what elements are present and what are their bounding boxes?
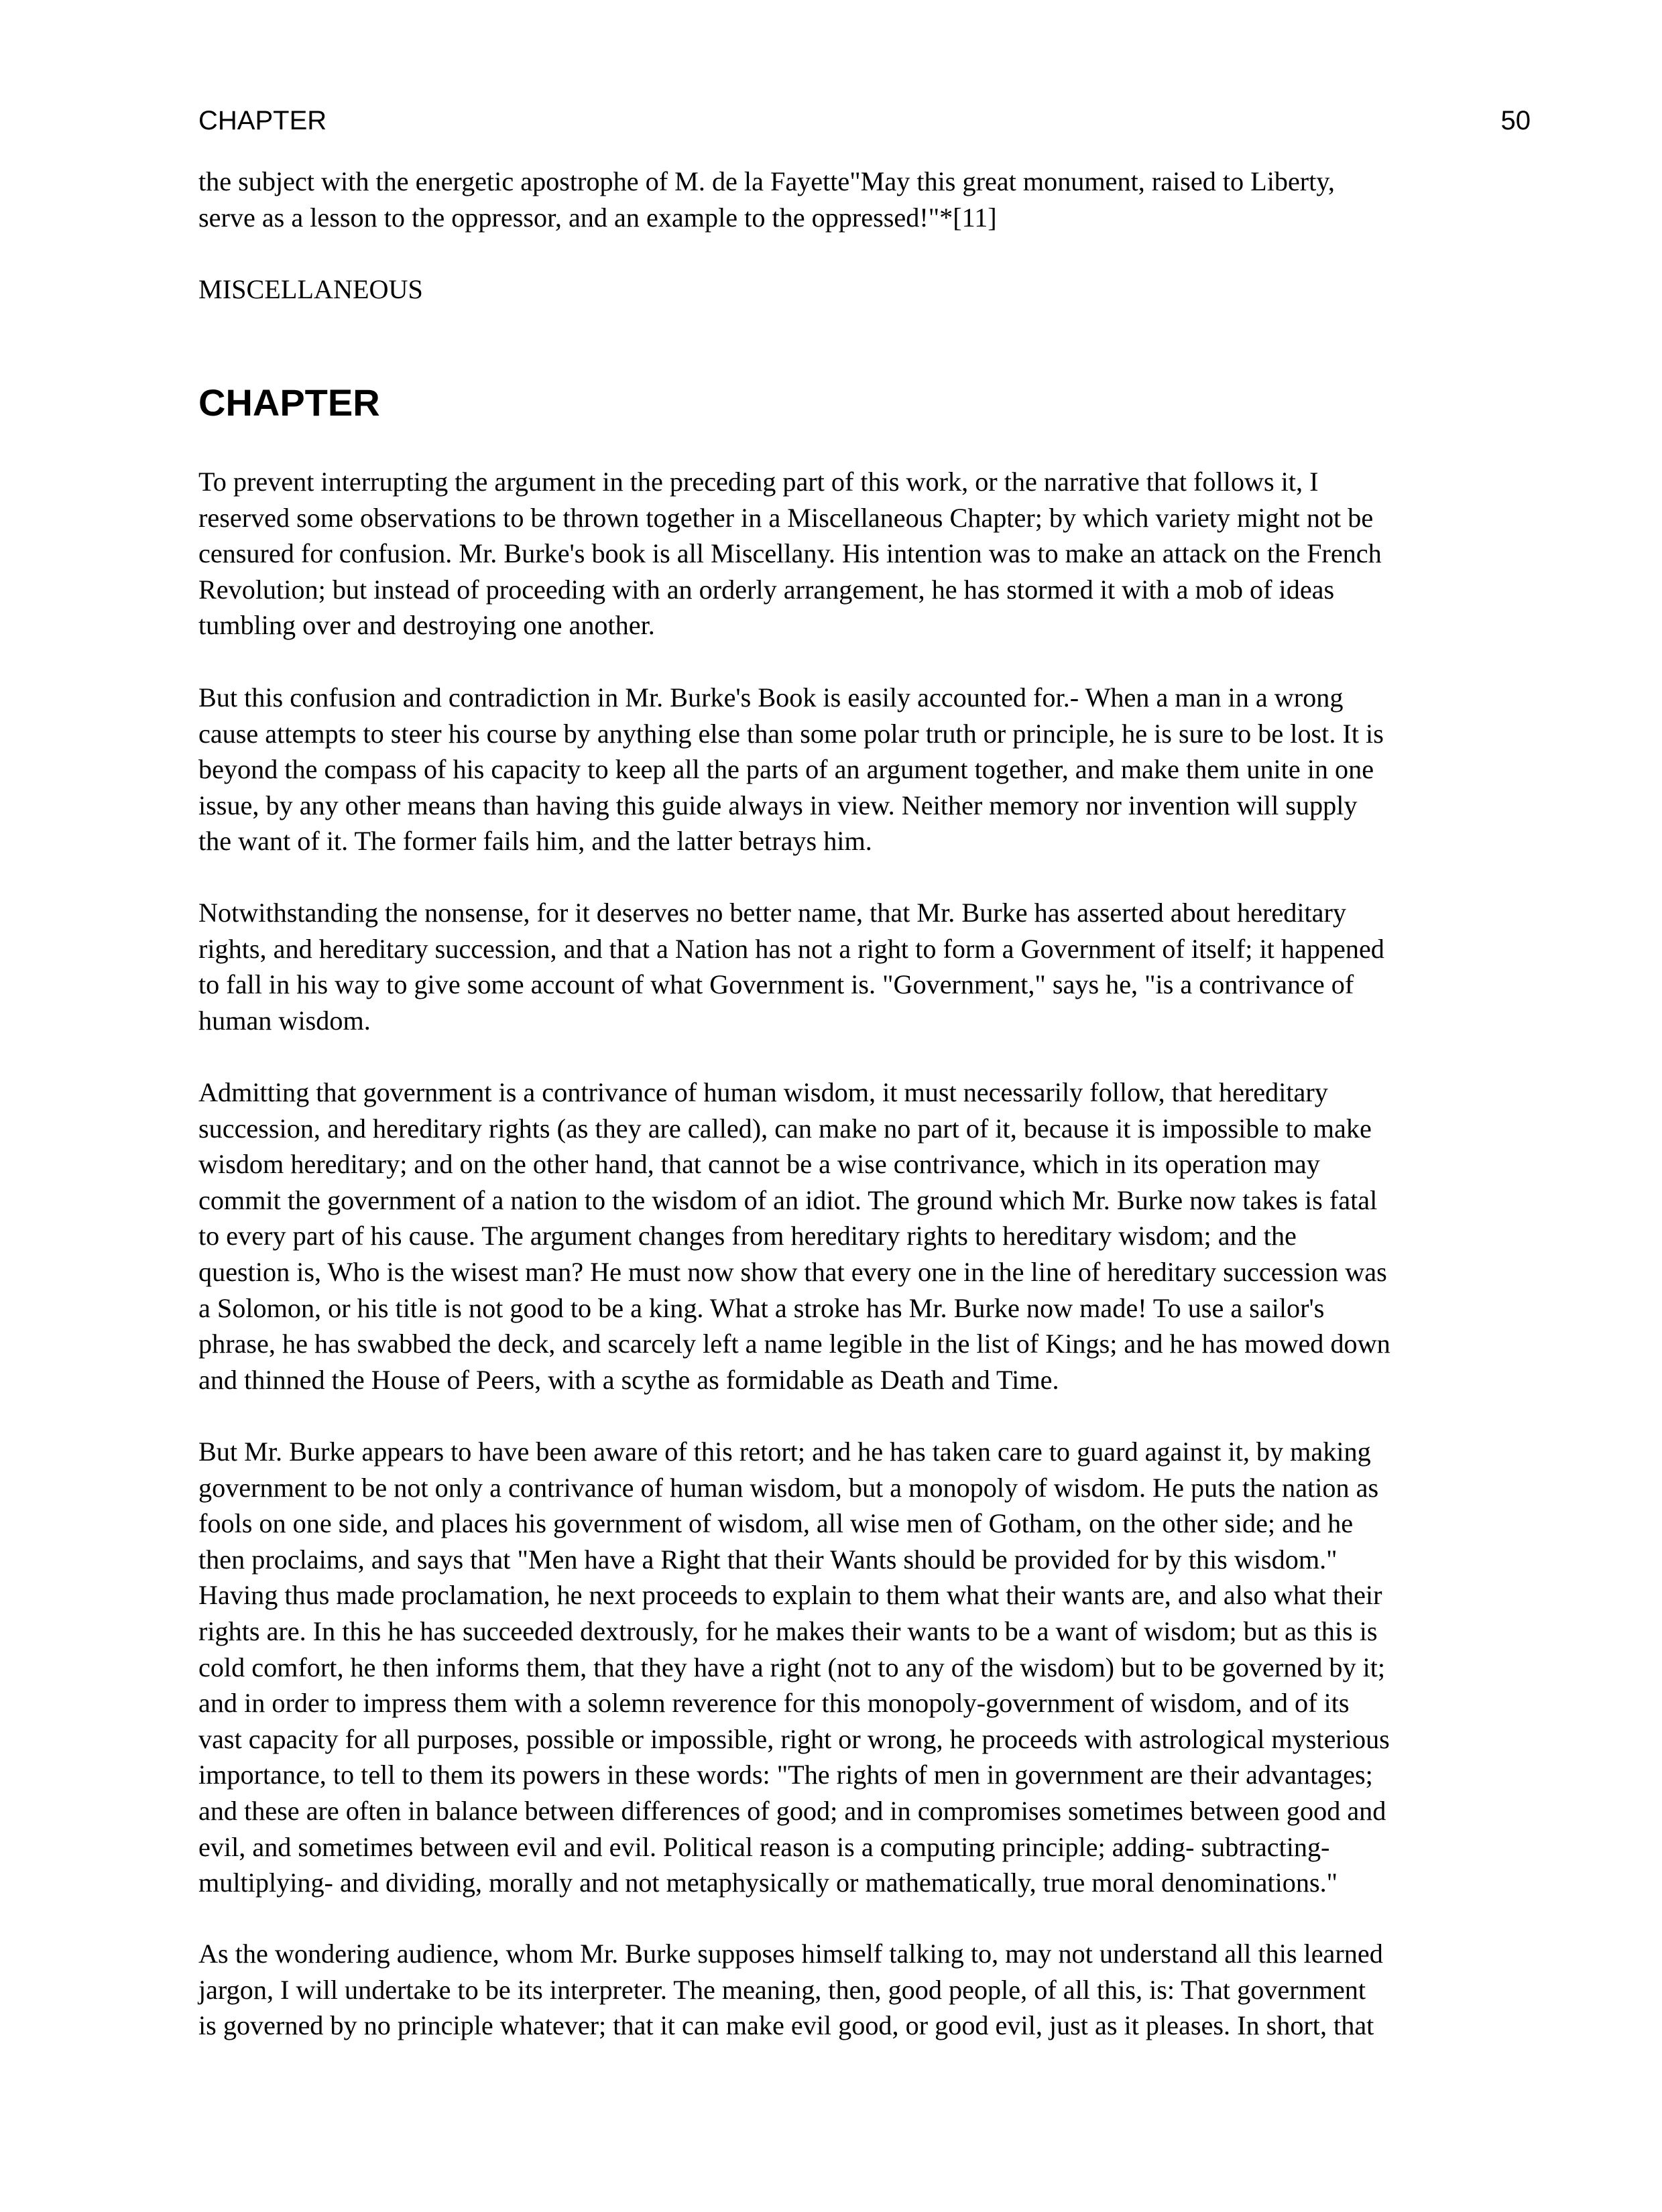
running-header bbox=[198, 101, 1531, 141]
text-line: cold comfort, he then informs them, that they have a right (not to any of the wisdom) but to be governed by it; bbox=[198, 1652, 1386, 1682]
paragraph-1 bbox=[198, 464, 1534, 643]
text-line: Revolution; but instead of proceeding with an orderly arrangement, he has stormed it with a mob of ideas bbox=[198, 574, 1335, 605]
text-line: issue, by any other means than having this guide always in view. Neither memory nor invention will supply bbox=[198, 790, 1358, 820]
text-line: question is, Who is the wisest man? He must now show that every one in the line of hereditary succession was bbox=[198, 1256, 1387, 1287]
text-line: vast capacity for all purposes, possible or impossible, right or wrong, he proceeds with astrological mysterious bbox=[198, 1723, 1390, 1754]
chapter-heading: CHAPTER bbox=[198, 381, 380, 424]
text-line: evil, and sometimes between evil and evil. Political reason is a computing principle; adding- subtracting- bbox=[198, 1831, 1330, 1862]
text-line: Notwithstanding the nonsense, for it deserves no better name, that Mr. Burke has asserted about hereditary bbox=[198, 898, 1346, 928]
text-line: to fall in his way to give some account of what Government is. "Government," says he, "is a contrivance of bbox=[198, 969, 1354, 1000]
text-line: But this confusion and contradiction in Mr. Burke's Book is easily accounted for.- When a man in a wrong bbox=[198, 682, 1344, 713]
text-line: Having thus made proclamation, he next proceeds to explain to them what their wants are, and also what their bbox=[198, 1580, 1382, 1611]
text-line: fools on one side, and places his government of wisdom, all wise men of Gotham, on the other side; and he bbox=[198, 1508, 1354, 1539]
paragraph-6 bbox=[198, 1936, 1534, 2044]
header-title: CHAPTER bbox=[198, 106, 327, 135]
text-line: rights are. In this he has succeeded dextrously, for he makes their wants to be a want of wisdom; but as this is bbox=[198, 1615, 1378, 1646]
text-line: and in order to impress them with a solemn reverence for this monopoly-government of wisdom, and of its bbox=[198, 1688, 1350, 1719]
text-line: human wisdom. bbox=[198, 1005, 371, 1036]
text-line: beyond the compass of his capacity to keep all the parts of an argument together, and make them unite in one bbox=[198, 754, 1374, 785]
text-line: censured for confusion. Mr. Burke's book is all Miscellany. His intention was to make an attack on the French bbox=[198, 538, 1382, 569]
text-line: tumbling over and destroying one another. bbox=[198, 610, 655, 641]
text-line: is governed by no principle whatever; that it can make evil good, or good evil, just as it pleases. In short, that bbox=[198, 2010, 1374, 2041]
text-line: cause attempts to steer his course by anything else than some polar truth or principle, he is sure to be lost. It is bbox=[198, 718, 1384, 749]
text-line: importance, to tell to them its powers in these words: "The rights of men in government are their advantages; bbox=[198, 1760, 1373, 1790]
text-line: the want of it. The former fails him, and the latter betrays him. bbox=[198, 826, 872, 857]
text-line: then proclaims, and says that "Men have a Right that their Wants should be provided for by this wisdom." bbox=[198, 1544, 1338, 1575]
text-line: Admitting that government is a contrivance of human wisdom, it must necessarily follow, that hereditary bbox=[198, 1077, 1328, 1107]
text-line: to every part of his cause. The argument changes from hereditary rights to hereditary wisdom; and the bbox=[198, 1221, 1297, 1251]
text-line: government to be not only a contrivance of human wisdom, but a monopoly of wisdom. He puts the nation as bbox=[198, 1472, 1379, 1503]
page-number: 50 bbox=[1500, 106, 1531, 135]
continuation-paragraph bbox=[198, 164, 1534, 235]
text-line: and these are often in balance between differences of good; and in compromises sometimes between good and bbox=[198, 1795, 1386, 1826]
text-line: multiplying- and dividing, morally and not metaphysically or mathematically, true moral denominations." bbox=[198, 1867, 1338, 1898]
paragraph-4 bbox=[198, 1074, 1534, 1398]
section-label: MISCELLANEOUS bbox=[198, 274, 423, 304]
text-line: To prevent interrupting the argument in the preceding part of this work, or the narrative that follows it, I bbox=[198, 467, 1319, 497]
text-line: jargon, I will undertake to be its interpreter. The meaning, then, good people, of all this, is: That government bbox=[198, 1974, 1366, 2005]
text-line: As the wondering audience, whom Mr. Burke supposes himself talking to, may not understand all this learned bbox=[198, 1939, 1383, 1969]
text-line: and thinned the House of Peers, with a scythe as formidable as Death and Time. bbox=[198, 1364, 1059, 1395]
text-line: rights, and hereditary succession, and that a Nation has not a right to form a Government of itself; it happened bbox=[198, 933, 1384, 964]
text-line: But Mr. Burke appears to have been aware of this retort; and he has taken care to guard against it, by making bbox=[198, 1436, 1371, 1467]
text-line: the subject with the energetic apostrophe of M. de la Fayette"May this great monument, raised to Liberty, bbox=[198, 166, 1335, 196]
text-line: wisdom hereditary; and on the other hand, that cannot be a wise contrivance, which in its operation may bbox=[198, 1149, 1320, 1180]
text-line: a Solomon, or his title is not good to be a king. What a stroke has Mr. Burke now made! To use a sailor's bbox=[198, 1292, 1325, 1323]
paragraph-2 bbox=[198, 680, 1534, 859]
text-line: commit the government of a nation to the wisdom of an idiot. The ground which Mr. Burke now takes is fatal bbox=[198, 1184, 1378, 1215]
text-line: serve as a lesson to the oppressor, and an example to the oppressed!"*[11] bbox=[198, 202, 997, 233]
text-line: succession, and hereditary rights (as they are called), can make no part of it, because it is impossible to make bbox=[198, 1113, 1372, 1144]
text-line: phrase, he has swabbed the deck, and scarcely left a name legible in the list of Kings; and he has mowed down bbox=[198, 1329, 1390, 1359]
paragraph-3 bbox=[198, 895, 1534, 1038]
paragraph-5 bbox=[198, 1434, 1534, 1901]
text-line: reserved some observations to be thrown together in a Miscellaneous Chapter; by which variety might not be bbox=[198, 502, 1374, 533]
